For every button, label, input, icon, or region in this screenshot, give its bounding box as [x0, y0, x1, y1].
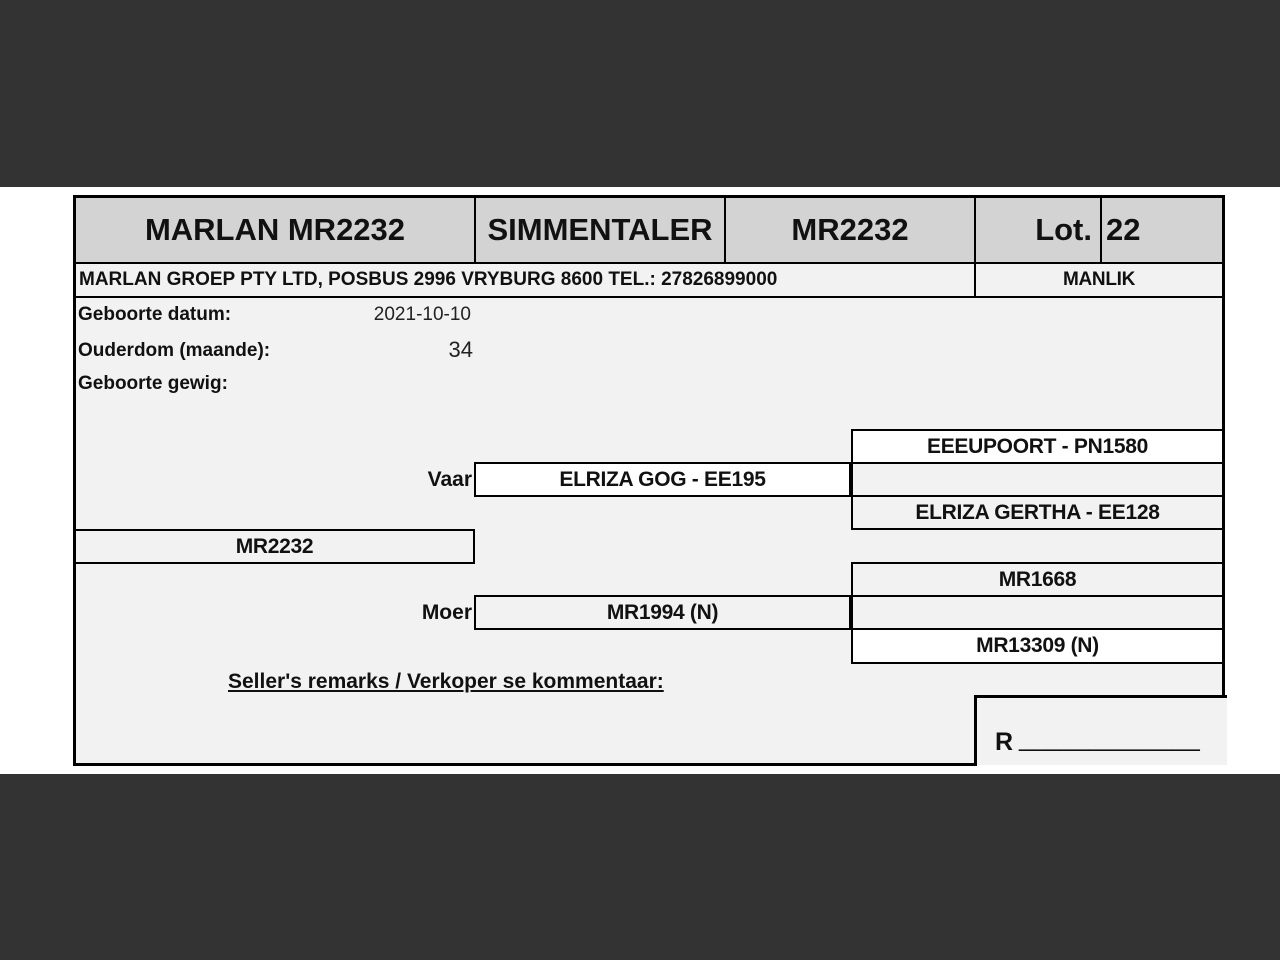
- dam-label: Moer: [421, 601, 472, 624]
- remarks-label: Seller's remarks / Verkoper se kommentaar:: [228, 670, 664, 693]
- animal-name-header: [76, 198, 476, 264]
- dam-dam-cell: [851, 628, 1225, 664]
- price-currency: R: [995, 728, 1014, 756]
- sire-sire: EEEUPOORT - PN1580: [926, 434, 1148, 458]
- sex: MANLIK: [1062, 269, 1136, 290]
- dam-sire: MR1668: [998, 567, 1077, 591]
- animal-cell: [74, 529, 475, 564]
- breed: SIMMENTALER: [487, 212, 713, 247]
- sire-sire-cell: [851, 429, 1225, 464]
- pedigree-animal: MR2232: [235, 534, 314, 558]
- document-sheet: [0, 187, 1280, 774]
- sire: ELRIZA GOG - EE195: [559, 467, 766, 491]
- price-box: [974, 695, 1227, 765]
- sire-dam: ELRIZA GERTHA - EE128: [915, 500, 1160, 524]
- age-label: Ouderdom (maande):: [78, 340, 271, 361]
- lot-number-header: [1102, 198, 1225, 264]
- lot-label-header: [976, 198, 1102, 264]
- dam-connector-cell: [851, 595, 1225, 630]
- breed-header: [476, 198, 726, 264]
- animal-id: MR2232: [791, 212, 909, 247]
- lot-label: Lot.: [1035, 212, 1092, 247]
- seller-info: [76, 264, 976, 298]
- sire-label: Vaar: [427, 468, 472, 491]
- age-value: 34: [448, 337, 473, 362]
- animal-name: MARLAN MR2232: [144, 212, 406, 247]
- sex-cell: [976, 264, 1225, 298]
- dam-cell: [474, 595, 851, 630]
- dam: MR1994 (N): [606, 600, 719, 624]
- birth-weight-label: Geboorte gewig:: [78, 373, 228, 394]
- seller-line: MARLAN GROEP PTY LTD, POSBUS 2996 VRYBURG 8600 TEL.: 27826899000: [79, 269, 778, 290]
- birth-date-value: 2021-10-10: [373, 304, 471, 325]
- dam-dam: MR13309 (N): [976, 634, 1099, 657]
- sire-connector-cell: [851, 462, 1225, 497]
- auction-lot-card: [73, 195, 1225, 763]
- dam-sire-cell: [851, 562, 1225, 597]
- sire-dam-cell: [851, 495, 1225, 530]
- sire-cell: [474, 462, 851, 497]
- card-bottom-border: [73, 763, 977, 766]
- lot-number: 22: [1106, 212, 1141, 247]
- price-blank: _____________: [1019, 724, 1200, 752]
- animal-id-header: [726, 198, 976, 264]
- birth-date-label: Geboorte datum:: [78, 304, 232, 325]
